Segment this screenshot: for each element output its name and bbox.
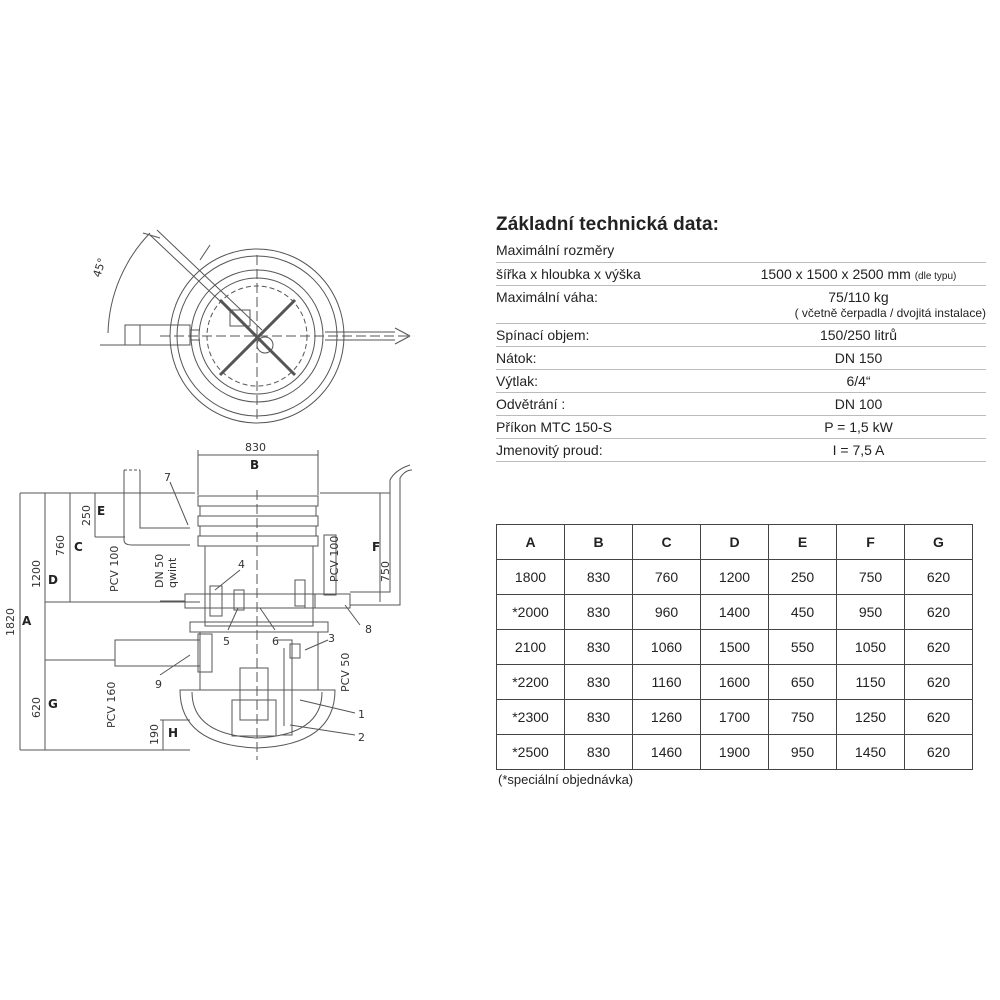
table-cell: 760 [633, 560, 701, 595]
table-row [497, 735, 973, 770]
letter-G: G [48, 697, 58, 711]
table-cell: 1700 [701, 700, 769, 735]
table-header-cell: C [633, 525, 701, 560]
table-cell: 1060 [633, 630, 701, 665]
table-cell: 960 [633, 595, 701, 630]
table-header-cell: D [701, 525, 769, 560]
pipe-qwint: qwint [166, 557, 179, 588]
table-cell: 1160 [633, 665, 701, 700]
spec-key: Spínací objem: [496, 327, 590, 343]
letter-B: B [250, 458, 260, 472]
footnote: (*speciální objednávka) [498, 772, 634, 787]
table-cell: 1250 [837, 700, 905, 735]
table-header-cell: G [905, 525, 973, 560]
pipe-pcv100-left: PCV 100 [108, 545, 121, 592]
table-cell: 550 [769, 630, 837, 665]
spec-value: DN 150 [834, 350, 883, 366]
spec-key: Maximální váha: [496, 289, 598, 305]
dim-250: 250 [80, 505, 93, 526]
table-cell: 650 [769, 665, 837, 700]
table-row [497, 560, 973, 595]
callout-6: 6 [272, 635, 279, 648]
angle-label: 45° [90, 256, 109, 279]
spec-value-small: (dle typu) [914, 271, 957, 282]
table-cell: 1450 [837, 735, 905, 770]
dimension-table [496, 524, 973, 770]
spec-row-discharge [496, 370, 986, 393]
spec-row-current [496, 439, 986, 462]
spec-key: Výtlak: [496, 373, 539, 389]
table-cell: 620 [905, 700, 973, 735]
table-cell: 750 [837, 560, 905, 595]
table-cell: 1460 [633, 735, 701, 770]
dim-1820: 1820 [4, 608, 17, 636]
table-header-cell: B [565, 525, 633, 560]
pipe-pcv50: PCV 50 [339, 652, 352, 692]
technical-drawing [0, 0, 480, 800]
table-cell: *2000 [497, 595, 565, 630]
callout-7: 7 [164, 471, 171, 484]
callout-4: 4 [238, 558, 245, 571]
table-cell: 1200 [701, 560, 769, 595]
callout-3: 3 [328, 632, 335, 645]
spec-row-power [496, 416, 986, 439]
table-cell: 830 [565, 595, 633, 630]
table-cell: 950 [769, 735, 837, 770]
table-cell: 620 [905, 735, 973, 770]
letter-H: H [168, 726, 179, 740]
specs-title: Základní technická data: [496, 214, 720, 235]
side-view [20, 450, 412, 760]
table-cell: 1600 [701, 665, 769, 700]
callout-8: 8 [365, 623, 372, 636]
callout-1: 1 [358, 708, 365, 721]
specs-panel [496, 214, 986, 462]
table-cell: *2300 [497, 700, 565, 735]
table-cell: 620 [905, 630, 973, 665]
table-cell: 2100 [497, 630, 565, 665]
table-cell: 830 [565, 735, 633, 770]
spec-key: Nátok: [496, 350, 537, 366]
spec-key: Jmenovitý proud: [496, 442, 603, 458]
table-header-cell: A [497, 525, 565, 560]
width-label: 830 [245, 441, 266, 454]
table-cell: 1260 [633, 700, 701, 735]
letter-D: D [48, 573, 58, 587]
pipe-pcv100-right: PCV 100 [328, 535, 341, 582]
spec-key: Příkon MTC 150-S [496, 419, 612, 435]
dim-750: 750 [379, 561, 392, 582]
table-cell: 250 [769, 560, 837, 595]
spec-value: 1500 x 1500 x 2500 mm (dle typu) [760, 266, 957, 282]
letter-F: F [372, 540, 381, 554]
spec-row-weight [496, 286, 986, 324]
table-cell: 950 [837, 595, 905, 630]
letter-C: C [74, 540, 83, 554]
table-row [497, 630, 973, 665]
spec-value: 6/4“ [846, 373, 871, 389]
table-header-cell: F [837, 525, 905, 560]
spec-key: šířka x hloubka x výška [496, 266, 641, 282]
table-cell: 1500 [701, 630, 769, 665]
spec-row-dimensions [496, 263, 986, 286]
table-cell: 830 [565, 665, 633, 700]
callout-5: 5 [223, 635, 230, 648]
table-cell: 1400 [701, 595, 769, 630]
table-cell: 830 [565, 700, 633, 735]
table-header-row [497, 525, 973, 560]
specs-subtitle: Maximální rozměry [496, 240, 986, 263]
table-row [497, 595, 973, 630]
spec-value: I = 7,5 A [832, 442, 885, 458]
spec-value: P = 1,5 kW [824, 419, 893, 435]
table-cell: *2500 [497, 735, 565, 770]
table-cell: 830 [565, 560, 633, 595]
table-row [497, 665, 973, 700]
spec-value: 75/110 kg [828, 289, 889, 305]
callout-2: 2 [358, 731, 365, 744]
table-cell: 750 [769, 700, 837, 735]
spec-row-vent [496, 393, 986, 416]
dim-1200: 1200 [30, 560, 43, 588]
letter-E: E [97, 504, 106, 518]
dim-620: 620 [30, 697, 43, 718]
callout-9: 9 [155, 678, 162, 691]
spec-value: DN 100 [834, 396, 883, 412]
dim-190: 190 [148, 724, 161, 745]
spec-value: 150/250 litrů [819, 327, 898, 343]
dim-760: 760 [54, 535, 67, 556]
table-cell: 830 [565, 630, 633, 665]
pipe-dn50: DN 50 [153, 553, 166, 588]
spec-row-inlet [496, 347, 986, 370]
table-cell: 450 [769, 595, 837, 630]
table-cell: 1050 [837, 630, 905, 665]
table-header-cell: E [769, 525, 837, 560]
table-cell: 1800 [497, 560, 565, 595]
spec-key: Odvětrání : [496, 396, 566, 412]
table-cell: 1900 [701, 735, 769, 770]
pipe-pcv160: PCV 160 [105, 681, 118, 728]
table-cell: 620 [905, 665, 973, 700]
table-cell: 620 [905, 595, 973, 630]
top-view [100, 230, 410, 423]
table-row [497, 700, 973, 735]
letter-A: A [22, 614, 32, 628]
spec-note: ( včetně čerpadla / dvojitá instalace) [794, 306, 986, 320]
table-cell: 620 [905, 560, 973, 595]
table-cell: *2200 [497, 665, 565, 700]
spec-row-switch-volume [496, 324, 986, 347]
table-cell: 1150 [837, 665, 905, 700]
